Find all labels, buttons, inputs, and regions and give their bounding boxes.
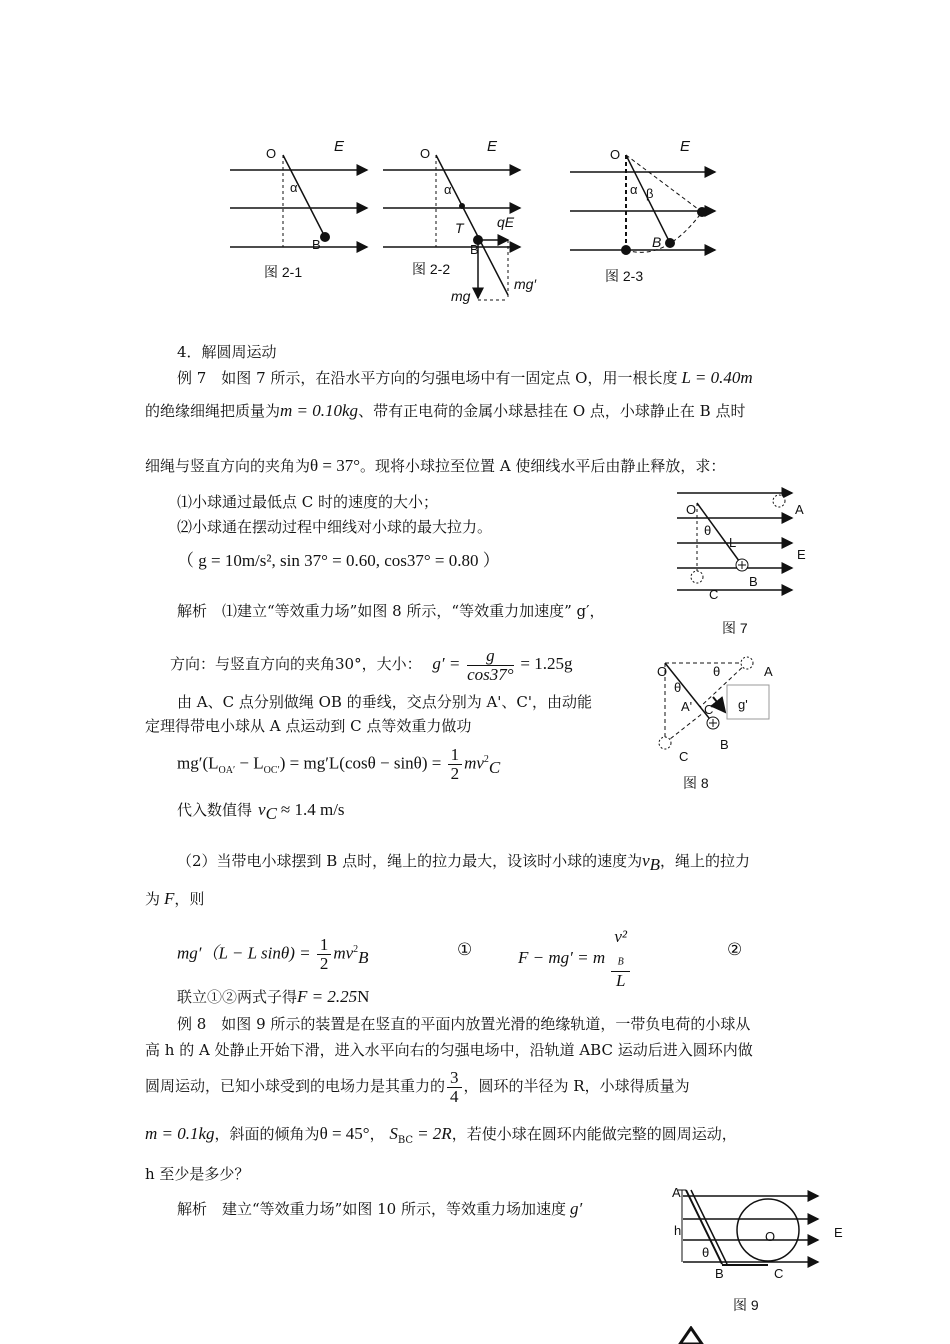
example8-line3: 圆周运动，已知小球受到的电场力是其重力的 $\frac{3}{4}$ ，圆环的半径为 R，小球得质量为	[145, 1067, 690, 1106]
solution7-p3: 由 A、C 点分别做绳 OB 的垂线，交点分别为 A'、C'，由动能	[177, 693, 593, 711]
fig21-E-label: E	[334, 138, 345, 155]
fig8-O-label: O	[657, 664, 668, 679]
fig7-C-label: C	[709, 587, 719, 602]
fig8-theta1-label: θ	[674, 680, 682, 695]
fig7-B-label: B	[749, 574, 758, 589]
example7-line1: 例 7 如图 7 所示，在沿水平方向的匀强电场中有一固定点 O，用一根长度 L = 0.40m	[177, 368, 753, 387]
fig22-caption: 图 2-2	[412, 261, 451, 277]
fig22-qE-label: qE	[497, 214, 515, 230]
fig8-theta2-label: θ	[713, 664, 721, 679]
fig21-O-label: O	[266, 146, 277, 161]
fig22-alpha-label: α	[444, 182, 452, 197]
fig23-caption: 图 2-3	[605, 268, 644, 284]
fig8-C-prime-label: C'	[704, 702, 716, 717]
fig8-B-label: B	[720, 737, 729, 752]
fig9-h-label: h	[674, 1223, 682, 1238]
fig22-E-label: E	[487, 138, 498, 155]
fig9-O-label: O	[765, 1229, 776, 1244]
question-2: ⑵小球通在摆动过程中细线对小球的最大拉力。	[177, 518, 493, 536]
fig23-beta-label: β	[646, 186, 654, 201]
solution7-eq3: F − mg′ = m v² $_B$ L	[518, 928, 632, 990]
solution7-p6: （2）当带电小球摆到 B 点时，绳上的拉力最大，设该时小球的速度为$v_B$，绳上的拉力	[177, 851, 751, 874]
fig7-O-label: O	[686, 502, 697, 517]
example8-solution: 解析 建立“等效重力场”如图 10 所示，等效重力场加速度 g′	[177, 1199, 583, 1218]
figure-2-3-diagram	[565, 140, 725, 270]
fig9-B-label: B	[715, 1266, 724, 1281]
fig9-A-label: A	[672, 1185, 681, 1200]
example8-line4: m = 0.1kg，斜面的倾角为θ = 45°， $S_{BC} = 2R$，若使小球在圆环内能做完整的圆周运动，	[145, 1124, 737, 1146]
solution7-p7: 为 F，则	[145, 889, 205, 908]
partial-logo-mark	[676, 1326, 706, 1344]
solution7-eq2: mg′（L − L sinθ) = $\frac{1}{2}$ $mv^2_B$	[177, 935, 369, 974]
fig21-B-label: B	[312, 237, 321, 252]
solution7-p4: 定理得带电小球从 A 点运动到 C 点等效重力做功	[145, 717, 472, 735]
fig21-alpha-label: α	[290, 180, 298, 195]
given-constants: （ g = 10m/s², sin 37° = 0.60, cos37° = 0.80 ）	[177, 551, 500, 570]
example7-line3: 细绳与竖直方向的夹角为θ = 37°。现将小球拉至位置 A 使细线水平后由静止释放，求：	[145, 456, 726, 475]
solution7-p5: 代入数值得 $v_C \approx 1.4$ m/s	[177, 800, 345, 823]
equation-mark-2: ②	[727, 940, 743, 959]
solution7-p1: 解析 ⑴建立“等效重力场”如图 8 所示，“等效重力加速度” g′，	[177, 602, 605, 620]
fig22-B-label: B	[470, 242, 479, 257]
question-1: ⑴小球通过最低点 C 时的速度的大小；	[177, 493, 439, 511]
fig7-E-label: E	[797, 547, 806, 562]
fig23-O-label: O	[610, 147, 621, 162]
solution7-eq1: $mg'(L_{OA'} - L_{OC'}) = mg'L(\cos\theta - \sin\theta)$ = $\frac{1}{2}$ $mv^2_C$	[177, 745, 501, 784]
fig9-theta-label: θ	[702, 1245, 710, 1260]
section-title: 4．解圆周运动	[177, 343, 277, 361]
fig7-L-label: L	[729, 535, 737, 550]
equation-mark-1: ①	[457, 940, 473, 959]
fig22-mg-label: mg	[451, 288, 471, 304]
fig8-C-label: C	[679, 749, 689, 764]
fig23-alpha-label: α	[630, 182, 638, 197]
example8-line2: 高 h 的 A 处静止开始下滑，进入水平向右的匀强电场中，沿轨道 ABC 运动后进入圆环内做	[145, 1041, 753, 1059]
fig8-A-label: A	[764, 664, 773, 679]
fig23-E-label: E	[680, 138, 691, 155]
fig7-caption: 图 7	[722, 620, 748, 636]
fig9-E-label: E	[834, 1225, 843, 1240]
example7-line2: 的绝缘细绳把质量为m = 0.10kg、带有正电荷的金属小球悬挂在 O 点，小球静止在 B 点时	[145, 401, 746, 420]
fig9-caption: 图 9	[733, 1297, 759, 1313]
fig8-g-prime-label: g'	[738, 697, 748, 712]
example8-line1: 例 8 如图 9 所示的装置是在竖直的平面内放置光滑的绝缘轨道，一带负电荷的小球从	[177, 1015, 751, 1033]
fig8-caption: 图 8	[683, 775, 709, 791]
fig22-mg-prime-label: mg′	[514, 276, 537, 292]
figure-9-diagram	[668, 1180, 828, 1275]
fig9-C-label: C	[774, 1266, 784, 1281]
fig21-caption: 图 2-1	[264, 264, 303, 280]
fig7-A-label: A	[795, 502, 804, 517]
example8-line5: h 至少是多少？	[145, 1165, 250, 1183]
figure-2-1-diagram	[225, 140, 375, 280]
fig8-A-prime-label: A'	[681, 699, 693, 714]
fig7-theta-label: θ	[704, 523, 712, 538]
solution7-p8: 联立①②两式子得F = 2.25N	[177, 987, 370, 1006]
fig22-T-label: T	[455, 220, 464, 236]
solution7-p2: 方向：与竖直方向的夹角30°，大小： g′ = $\frac{g}{\cos 37^\circ}$ = 1.25g	[170, 645, 573, 684]
fig23-B-label: B	[652, 234, 662, 250]
fig22-O-label: O	[420, 146, 431, 161]
